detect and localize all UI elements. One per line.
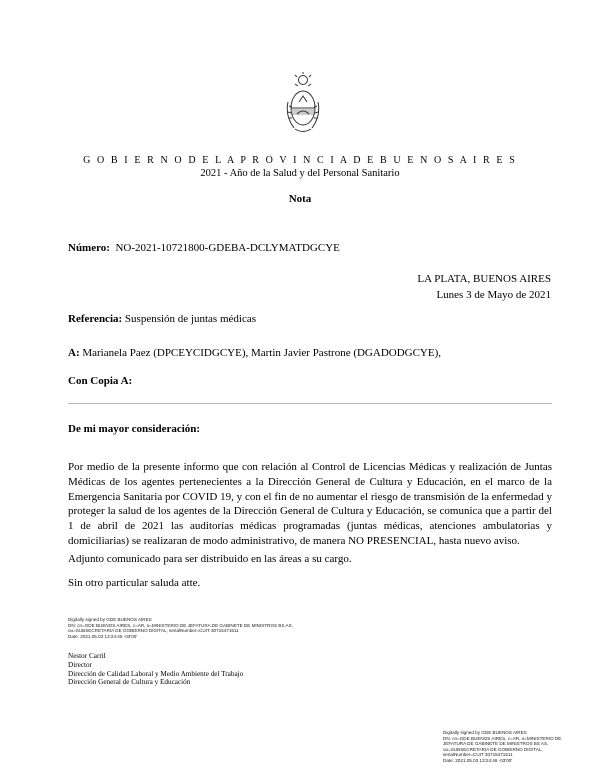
digital-signature-stamp-footer <box>443 730 583 764</box>
closing-line: Sin otro particular saluda atte. <box>68 577 201 589</box>
stamp-line: Digitally signed by GDE BUENOS AIRES <box>68 617 152 622</box>
referencia-value: Suspensión de juntas médicas <box>124 313 256 325</box>
signer-block <box>68 652 243 687</box>
signer-org: Dirección General de Cultura y Educación <box>68 678 191 687</box>
stamp-line: Date: 2021.05.03 13:24:46 -03'00' <box>443 757 513 763</box>
numero-value: NO-2021-10721800-GDEBA-DCLYMATDGCYE <box>115 242 340 254</box>
body-paragraph: Por medio de la presente informo que con relación al Control de Licencias Médicas y realización de Juntas Médicas de los agentes pertenecientes a la Dirección General de Cultura y Educación, en el marco de la Emergencia Sanitaria por COVID 19, y con el fin de no aumentar el riesgo de transmisión de la enfermedad y proteger la salud de los agentes de la Dirección General de Cultura y Educación, se comunica que a partir del 1 de abril de 2021 las auditorías médicas programadas (juntas médicas, atenciones ambulatorias y domiciliarias) se realizaran de modo administrativo, de manera NO PRESENCIAL, hasta nuevo aviso. <box>68 461 552 547</box>
digital-signature-stamp <box>68 617 358 639</box>
buenos-aires-seal-icon <box>285 72 321 134</box>
document-type-title: Nota <box>288 193 312 205</box>
reference <box>68 313 256 325</box>
stamp-line: Date: 2021.05.03 13:24:45 -03'00' <box>68 633 138 639</box>
place-and-date <box>417 271 551 303</box>
year-motto: 2021 - Año de la Salud y del Personal Sanitario <box>200 168 400 179</box>
para-value: Marianela Paez (DPCEYCIDGCYE), Martin Javier Pastrone (DGADODGCYE), <box>82 347 442 359</box>
stamp-line: DN: cn=GDE BUENOS AIRES, c=AR, o=MINISTERIO DE <box>443 735 562 741</box>
greeting: De mi mayor consideración: <box>68 423 201 435</box>
numero-label: Número: <box>68 242 110 254</box>
attachment-note: Adjunto comunicado para ser distribuido en las áreas a su cargo. <box>68 553 352 565</box>
government-header: G O B I E R N O D E L A P R O V I N C I A D E B U E N O S A I R E S <box>83 155 517 166</box>
place: LA PLATA, BUENOS AIRES <box>417 273 551 285</box>
copy-to-label: Con Copia A: <box>68 375 133 387</box>
stamp-line: DN: cn=GDE BUENOS AIRES, c=AR, o=MINISTERIO DE JEFATURA DE GABINETE DE MINISTROS BS AS, <box>68 622 293 628</box>
date: Lunes 3 de Mayo de 2021 <box>436 289 551 301</box>
stamp-line: ou=SUBSECRETARIA DE GOBIERNO DIGITAL, <box>443 746 543 752</box>
signer-office: Dirección de Calidad Laboral y Medio Ambiente del Trabajo <box>68 669 244 678</box>
stamp-line: ou=SUBSECRETARIA DE GOBIERNO DIGITAL, serialNumber=CUIT 30715471511 <box>68 628 239 634</box>
stamp-line: JEFATURA DE GABINETE DE MINISTROS BS AS, <box>443 741 549 747</box>
document-number <box>68 242 340 254</box>
stamp-line: serialNumber=CUIT 30715471511 <box>443 752 513 758</box>
addressees <box>68 347 441 359</box>
referencia-label: Referencia: <box>68 313 123 325</box>
signer-title: Director <box>68 660 92 669</box>
signer-name: Nestor Carril <box>68 652 106 660</box>
para-label: A: <box>68 347 80 359</box>
stamp-line: Digitally signed by GDE BUENOS AIRES <box>443 730 527 735</box>
divider <box>68 403 552 404</box>
